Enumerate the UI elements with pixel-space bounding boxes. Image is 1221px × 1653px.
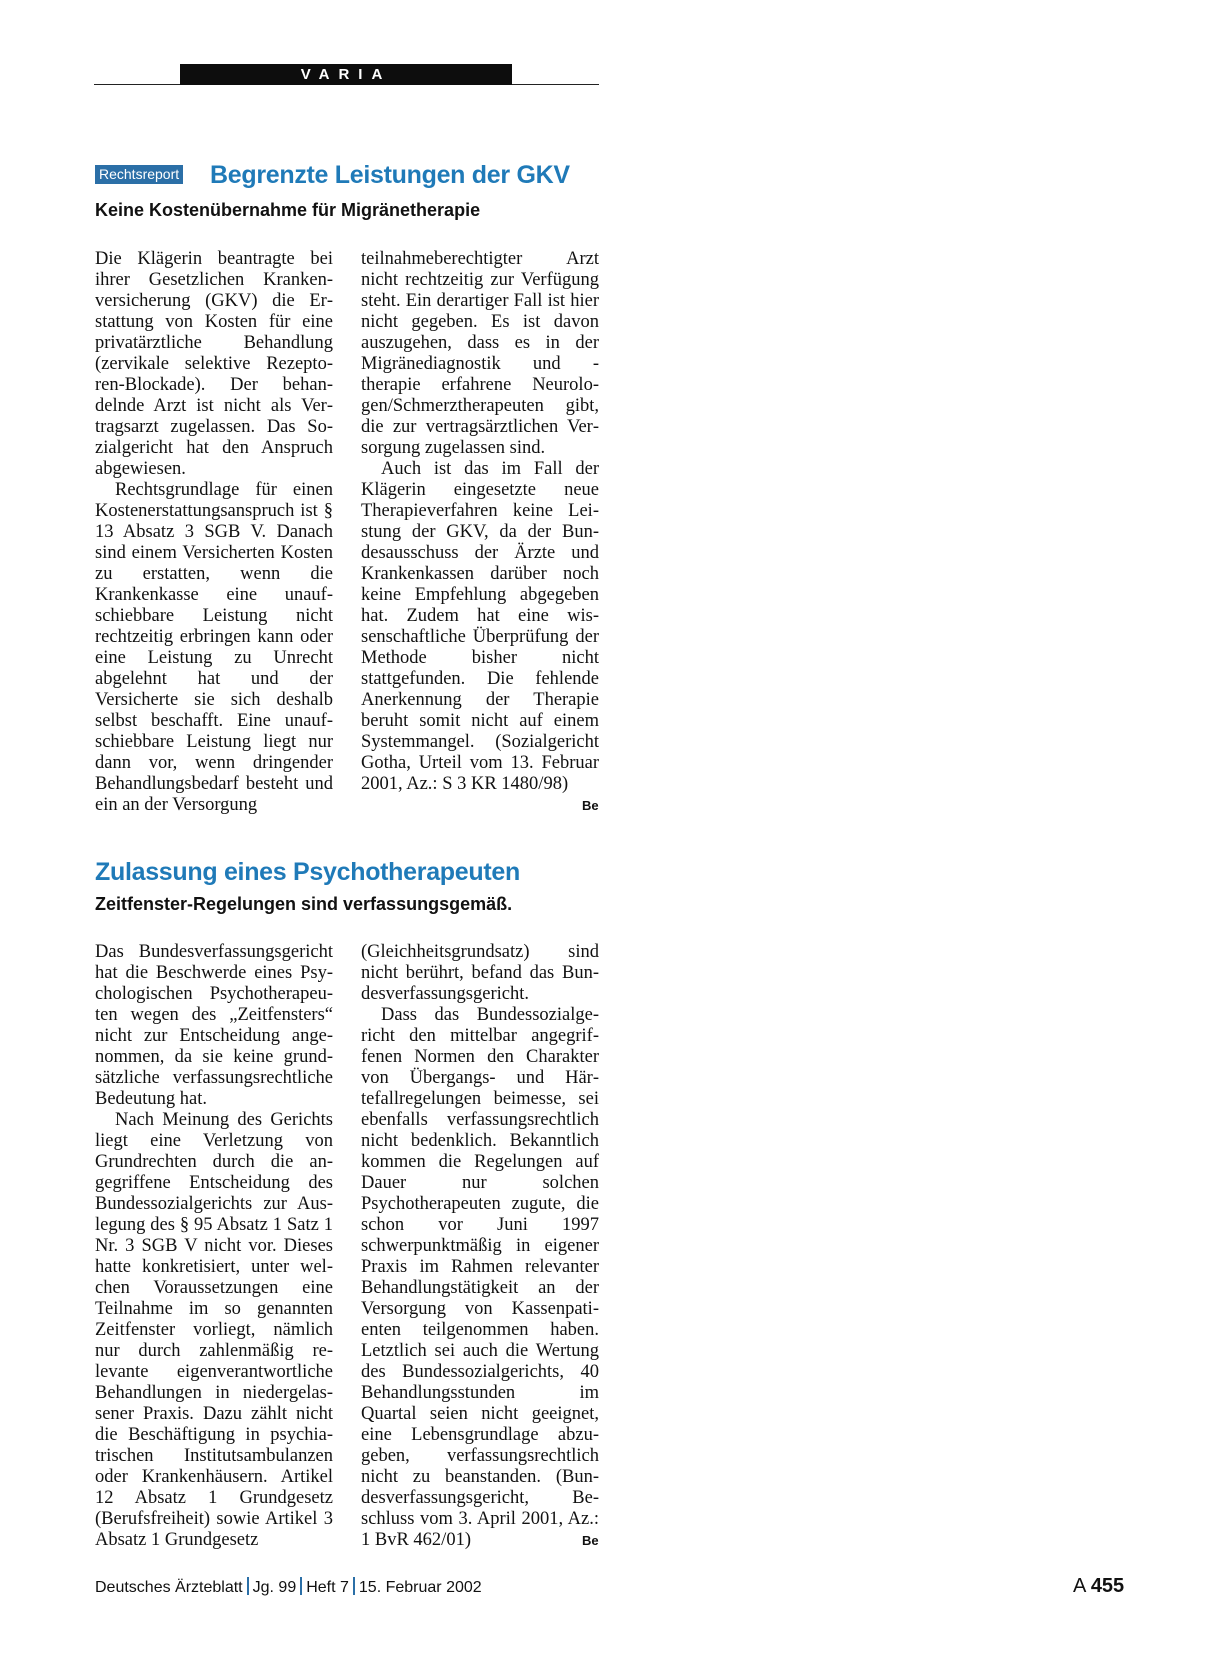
author-signature: Be xyxy=(582,1533,599,1548)
paragraph: (Gleichheitsgrundsatz) sind nicht berührt, befand das Bundesverfassungsgericht. xyxy=(361,942,599,1004)
volume: Jg. 99 xyxy=(252,1579,297,1596)
paragraph: Dass das Bundessozialgericht den mittelbar angegriffenen Normen den Charakter von Übergangs- und Härtefallregelungen beimesse, sei ebenfalls verfassungsrechtlich nicht bedenklich. Bekanntlich kommen die Regelungen auf Dauer nur solchen Psychotherapeuten zugute, die schon vor Juni 1997 schwerpunktmäßig in eigener Praxis im Rahmen relevanter Behandlungstätigkeit an der Versorgung von Kassenpatienten teilgenommen haben. Letztlich sei auch die Wertung des Bundessozialgerichts, 40 Behandlungsstunden im Quartal seien nicht geeignet, eine Lebensgrundlage abzugeben, verfassungsrechtlich nicht zu beanstanden. (Bundesverfassungsgericht, Beschluss vom 3. April 2001, Az.: 1 BvR 462/01) xyxy=(361,1005,599,1550)
paragraph: Das Bundesverfassungsgericht hat die Beschwerde eines Psychologischen Psychotherapeuten wegen des „Zeitfensters“ nicht zur Entscheidung angenommen, da sie keine grundsätzliche verfassungsrechtliche Bedeutung hat. xyxy=(95,942,333,1109)
paragraph: Die Klägerin beantragte bei ihrer Gesetzlichen Krankenversicherung (GKV) die Erstattung von Kosten für eine privatärztliche Behandlung (zervikale selektive Rezeptoren-Blockade). Der behandelnde Arzt ist nicht als Vertragsarzt zugelassen. Das Sozialgericht hat den Anspruch abgewiesen. xyxy=(95,249,333,479)
issue: Heft 7 xyxy=(306,1579,349,1596)
article-column-2 xyxy=(361,249,599,795)
journal-name: Deutsches Ärzteblatt xyxy=(95,1579,243,1596)
footer-separator xyxy=(247,1577,249,1595)
author-signature: Be xyxy=(582,798,599,813)
issue-date: 15. Februar 2002 xyxy=(358,1579,482,1596)
paragraph: Rechtsgrundlage für einen Kostenerstattungsanspruch ist § 13 Absatz 3 SGB V. Danach sind einem Versicherten Kosten zu erstatten, wenn die Krankenkasse eine unaufschiebbare Leistung nicht rechtzeitig erbringen kann oder eine Leistung zu Unrecht abgelehnt hat und der Versicherte sie sich deshalb selbst beschafft. Eine unaufschiebbare Leistung liegt nur dann vor, wenn dringender Behandlungsbedarf besteht und ein an der Versorgung xyxy=(95,480,333,815)
footer-separator xyxy=(353,1577,355,1595)
page-prefix: A xyxy=(1073,1575,1086,1597)
paragraph: Nach Meinung des Gerichts liegt eine Verletzung von Grundrechten durch die angegriffene Entscheidung des Bundessozialgerichts zur Auslegung des § 95 Absatz 1 Satz 1 Nr. 3 SGB V nicht vor. Dieses hatte konkretisiert, unter welchen Voraussetzungen eine Teilnahme im so genannten Zeitfenster vorliegt, nämlich nur durch zahlenmäßig relevante eigenverantwortliche Behandlungen in niedergelassener Praxis. Dazu zählt nicht die Beschäftigung in psychiatrischen Institutsambulanzen oder Krankenhäusern. Artikel 12 Absatz 1 Grundgesetz (Berufsfreiheit) sowie Artikel 3 Absatz 1 Grundgesetz xyxy=(95,1110,333,1550)
footer-separator xyxy=(300,1577,302,1595)
article-column-1 xyxy=(95,942,333,1551)
article-title: Begrenzte Leistungen der GKV xyxy=(210,161,570,189)
article-subtitle: Keine Kostenübernahme für Migränetherapie xyxy=(95,200,481,220)
rubric-badge: Rechtsreport xyxy=(95,165,183,184)
paragraph: teilnahmeberechtigter Arzt nicht rechtzeitig zur Verfügung steht. Ein derartiger Fall ist hier nicht gegeben. Es ist davon auszugehen, dass es in der Migränediagnostik und -therapie erfahrene Neurologen/Schmerztherapeuten gibt, die zur vertragsärztlichen Versorgung zugelassen sind. xyxy=(361,249,599,458)
page-footer xyxy=(95,1577,482,1599)
article-subtitle: Zeitfenster-Regelungen sind verfassungsgemäß. xyxy=(95,894,513,914)
article-title: Zulassung eines Psychotherapeuten xyxy=(95,858,520,886)
paragraph: Auch ist das im Fall der Klägerin eingesetzte neue Therapieverfahren keine Leistung der GKV, da der Bundesausschuss der Ärzte und Krankenkassen darüber noch keine Empfehlung abgegeben hat. Zudem hat eine wissenschaftliche Überprüfung der Methode bisher nicht stattgefunden. Die fehlende Anerkennung der Therapie beruht somit nicht auf einem Systemmangel. (Sozialgericht Gotha, Urteil vom 13. Februar 2001, Az.: S 3 KR 1480/98) xyxy=(361,459,599,794)
article-column-2 xyxy=(361,942,599,1551)
page-number xyxy=(1073,1573,1124,1599)
section-header xyxy=(94,64,599,87)
section-label: VARIA xyxy=(180,64,512,85)
article-column-1 xyxy=(95,249,333,816)
page-number-value: 455 xyxy=(1090,1575,1125,1597)
